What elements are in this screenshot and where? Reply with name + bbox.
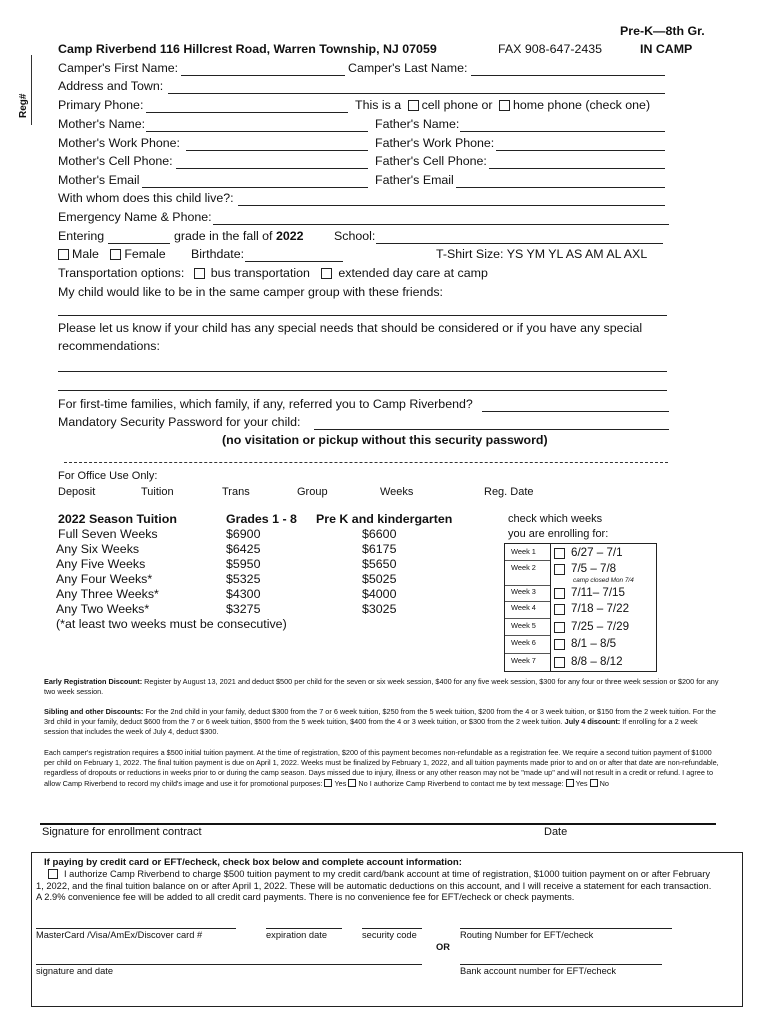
office-col-reg-date: Reg. Date (484, 486, 534, 498)
security-code-label: security code (362, 930, 417, 940)
tuition-row-label: Any Three Weeks* (56, 587, 159, 601)
tuition-row-prek: $6600 (362, 527, 397, 541)
this-is-a-label: This is a (355, 98, 402, 112)
special-needs-line1: Please let us know if your child has any special needs that should be considered or if you have any special (58, 321, 643, 335)
week-separator (505, 560, 550, 561)
week-separator (505, 653, 550, 654)
week-label: Week 2 (511, 563, 536, 572)
birthdate-label: Birthdate: (191, 247, 245, 261)
image-consent-no-checkbox[interactable] (348, 779, 356, 787)
tuition-row-grades: $5325 (226, 572, 261, 586)
payment-signature-input[interactable] (36, 964, 422, 965)
reg-number-label: Reg# (18, 93, 29, 118)
extended-care-label: extended day care at camp (338, 266, 488, 280)
home-phone-label: home phone (check one) (513, 98, 651, 112)
father-email-label: Father's Email (375, 173, 454, 187)
week-dates: 8/8 – 8/12 (571, 655, 623, 668)
tuition-row-grades: $4300 (226, 587, 261, 601)
week-dates: 8/1 – 8/5 (571, 637, 617, 650)
birthdate-input[interactable] (245, 261, 343, 262)
in-camp-label: IN CAMP (640, 42, 693, 56)
signature-date-label: Date (544, 826, 568, 838)
male-label: Male (72, 247, 99, 261)
grade-input[interactable] (108, 243, 170, 244)
office-col-tuition: Tuition (141, 486, 174, 498)
week-separator (505, 585, 550, 586)
reg-number-line (31, 55, 32, 125)
routing-number-label: Routing Number for EFT/echeck (460, 930, 594, 940)
camp-address: Camp Riverbend 116 Hillcrest Road, Warren Township, NJ 07059 (58, 42, 437, 56)
text-consent-no-label: No (599, 778, 609, 788)
friends-input[interactable] (58, 315, 667, 316)
payment-auth-text: I authorize Camp Riverbend to charge $500 tuition payment to my credit card/bank account at time of registration, $1000 tuition payment on or after February 1, 2022, and the final tuition balance on or after April 1, 2022. These will be automatic deductions on this account, and I will receive a statement for each transaction. A 2.9% convenience fee will be added to all credit card payments. There is no convenience fee for EFT/echeck or check payments. (36, 869, 712, 903)
phone-type-group (355, 98, 650, 112)
week-checkbox[interactable] (554, 604, 565, 615)
july4-discount-label: July 4 discount: (564, 717, 621, 727)
text-consent-no-checkbox[interactable] (590, 779, 598, 787)
tuition-row-prek: $5025 (362, 572, 397, 586)
tuition-row-grades: $3275 (226, 602, 261, 616)
fax-number: FAX 908-647-2435 (498, 42, 603, 56)
tuition-title: 2022 Season Tuition (58, 512, 177, 526)
password-note: (no visitation or pickup without this security password) (222, 433, 548, 447)
last-name-label: Camper's Last Name: (348, 61, 468, 75)
mother-name-input[interactable] (146, 131, 368, 132)
first-name-input[interactable] (181, 75, 345, 76)
tshirt-size: T-Shirt Size: YS YM YL AS AM AL AXL (436, 247, 648, 261)
father-name-label: Father's Name: (375, 117, 460, 131)
mother-cell-input[interactable] (176, 168, 368, 169)
bus-checkbox[interactable] (194, 268, 205, 279)
payment-signature-label: signature and date (36, 966, 114, 976)
referral-label: For first-time families, which family, if any, referred you to Camp Riverbend? (58, 397, 473, 411)
tuition-row-prek: $4000 (362, 587, 397, 601)
bank-account-input[interactable] (460, 964, 662, 965)
tuition-row-grades: $6900 (226, 527, 261, 541)
weeks-table-divider (550, 544, 551, 671)
tuition-row-label: Full Seven Weeks (58, 527, 158, 541)
mother-cell-label: Mother's Cell Phone: (58, 154, 173, 168)
father-work-input[interactable] (496, 150, 665, 151)
week-separator (505, 635, 550, 636)
gender-group (58, 247, 166, 261)
mother-work-label: Mother's Work Phone: (58, 136, 180, 150)
mother-email-input[interactable] (142, 187, 368, 188)
last-name-input[interactable] (471, 75, 665, 76)
tuition-col-grades: Grades 1 - 8 (226, 512, 297, 526)
address-input[interactable] (168, 93, 665, 94)
password-label: Mandatory Security Password for your child: (58, 415, 301, 429)
week-label: Week 4 (511, 603, 536, 612)
father-cell-input[interactable] (489, 168, 665, 169)
week-label: Week 3 (511, 587, 536, 596)
father-email-input[interactable] (456, 187, 665, 188)
image-consent-yes-checkbox[interactable] (324, 779, 332, 787)
week-separator (505, 618, 550, 619)
week-checkbox[interactable] (554, 588, 565, 599)
payment-title: If paying by credit card or EFT/echeck, check box below and complete account information: (44, 857, 462, 868)
password-input[interactable] (314, 429, 669, 430)
office-use-title: For Office Use Only: (58, 470, 158, 482)
emergency-input[interactable] (213, 224, 669, 225)
primary-phone-input[interactable] (146, 112, 348, 113)
friends-label: My child would like to be in the same camper group with these friends: (58, 285, 443, 299)
tuition-row-prek: $6175 (362, 542, 397, 556)
security-code-input[interactable] (362, 928, 422, 929)
or-label: OR (436, 942, 450, 952)
tuition-row-prek: $5650 (362, 557, 397, 571)
week-checkbox[interactable] (554, 548, 565, 559)
male-checkbox[interactable] (58, 249, 69, 260)
week-label: Week 7 (511, 656, 536, 665)
week-dates: 7/25 – 7/29 (571, 620, 630, 633)
bank-account-label: Bank account number for EFT/echeck (460, 966, 617, 976)
female-label: Female (124, 247, 166, 261)
tuition-col-prek: Pre K and kindergarten (316, 512, 453, 526)
tuition-row-label: Any Six Weeks (56, 542, 140, 556)
week-label: Week 1 (511, 547, 536, 556)
signature-label: Signature for enrollment contract (42, 826, 202, 838)
image-consent-no-label: No (358, 778, 368, 788)
tuition-row-grades: $6425 (226, 542, 261, 556)
referral-input[interactable] (482, 411, 669, 412)
weeks-heading-2: you are enrolling for: (508, 528, 609, 540)
father-cell-label: Father's Cell Phone: (375, 154, 487, 168)
week-label: Week 5 (511, 621, 536, 630)
week-checkbox[interactable] (554, 639, 565, 650)
bus-label: bus transportation (210, 266, 310, 280)
transport-group (58, 266, 488, 280)
week-note: camp closed Mon 7/4 (573, 577, 634, 584)
tuition-row-label: Any Five Weeks (56, 557, 146, 571)
early-discount-label: Early Registration Discount: (44, 677, 143, 686)
special-needs-input-2[interactable] (58, 390, 667, 391)
first-name-label: Camper's First Name: (58, 61, 179, 75)
terms-text: Each camper's registration requires a $500 initial tuition payment. At the time of registration, $200 of this payment becomes non-refundable as a registration fee. We require a second tuition payment of $1000 per child on February 1, 2022. The final tuition payment is due on April 1, 2022. Weeks must be finalized by February 1, 2022, and all tuition payments made prior to and on or after that date are non-refundable, regardless of dropouts or reductions in weeks prior to or during the camp season. Days missed due to injury, illness or any other reason may not be "made up" and will not result in a credit or refund. I agree to allow Camp Riverbend to record my child's image and use it for promotional purposes: Yes No I authorize Camp Riverbend to contact me by text message: Yes No (44, 748, 719, 788)
weeks-table (504, 543, 657, 672)
cell-phone-checkbox[interactable] (408, 100, 419, 111)
office-col-group: Group (297, 486, 328, 498)
office-col-trans: Trans (222, 486, 250, 498)
entering-label: Entering (58, 229, 105, 243)
primary-phone-label: Primary Phone: (58, 98, 144, 112)
grade-fall-group: grade in the fall of 2022 (174, 229, 304, 243)
week-dates: 6/27 – 7/1 (571, 546, 623, 559)
mother-email-label: Mother's Email (58, 173, 140, 187)
sibling-discount-label: Sibling and other Discounts: (44, 707, 144, 716)
text-consent-yes-checkbox[interactable] (566, 779, 574, 787)
week-dates: 7/5 – 7/8 (571, 562, 617, 575)
father-work-label: Father's Work Phone: (375, 136, 495, 150)
grade-range: Pre-K—8th Gr. (620, 24, 705, 38)
tuition-row-prek: $3025 (362, 602, 397, 616)
image-consent-yes-label: Yes (334, 778, 347, 788)
office-col-weeks: Weeks (380, 486, 414, 498)
text-consent-label: I authorize Camp Riverbend to contact me by text message: (369, 778, 564, 788)
week-checkbox[interactable] (554, 564, 565, 575)
payment-auth-checkbox[interactable] (48, 869, 58, 879)
father-name-input[interactable] (460, 131, 665, 132)
expiration-input[interactable] (266, 928, 342, 929)
address-label: Address and Town: (58, 79, 164, 93)
sibling-discount-text: Sibling and other Discounts: For the 2nd child in your family, deduct $300 from the 7 or 6 week tuition, $250 from the 5 week tuition, $200 from the 4 or 3 week tuition, or $150 from the 2 week tuition. For the 3rd child in your family, deduct $600 from the 7 or 6 week tuition, $500 from the 5 week tuition, $400 from the 4 or 3 week tuition, or $300 from the 2 week tuition. July 4 discount: If enrolling for a 2 week session that includes the week of July 4, deduct $300. (44, 707, 716, 737)
week-dates: 7/18 – 7/22 (571, 602, 630, 615)
special-needs-line2: recommendations: (58, 339, 160, 353)
special-needs-input-1[interactable] (58, 371, 667, 372)
early-discount-text: Early Registration Discount: Register by August 13, 2021 and deduct $500 per child for the seven or six week session, $400 for any five week session, $300 for any four or three week session or $200 for any two week session. (44, 677, 719, 697)
card-number-label: MasterCard /Visa/AmEx/Discover card # (36, 930, 203, 940)
lives-with-input[interactable] (238, 205, 665, 206)
week-checkbox[interactable] (554, 657, 565, 668)
school-label: School: (334, 229, 376, 243)
mother-work-input[interactable] (186, 150, 368, 151)
emergency-label: Emergency Name & Phone: (58, 210, 212, 224)
signature-line[interactable] (40, 823, 716, 825)
extended-care-checkbox[interactable] (321, 268, 332, 279)
tuition-row-label: Any Four Weeks* (56, 572, 153, 586)
routing-number-input[interactable] (460, 928, 672, 929)
week-separator (505, 601, 550, 602)
tuition-row-label: Any Two Weeks* (56, 602, 150, 616)
season-year: 2022 (275, 229, 304, 243)
transport-label: Transportation options: (58, 266, 185, 280)
lives-with-label: With whom does this child live?: (58, 191, 234, 205)
office-separator (64, 462, 668, 463)
home-phone-checkbox[interactable] (499, 100, 510, 111)
weeks-heading-1: check which weeks (508, 513, 603, 525)
week-label: Week 6 (511, 638, 536, 647)
text-consent-yes-label: Yes (575, 778, 588, 788)
office-col-deposit: Deposit (58, 486, 96, 498)
mother-name-label: Mother's Name: (58, 117, 146, 131)
tuition-row-grades: $5950 (226, 557, 261, 571)
cell-phone-label: cell phone or (421, 98, 493, 112)
female-checkbox[interactable] (110, 249, 121, 260)
tuition-footnote: (*at least two weeks must be consecutive) (56, 617, 287, 631)
school-input[interactable] (376, 243, 663, 244)
week-dates: 7/11– 7/15 (571, 586, 625, 599)
expiration-label: expiration date (266, 930, 327, 940)
week-checkbox[interactable] (554, 622, 565, 633)
card-number-input[interactable] (36, 928, 236, 929)
